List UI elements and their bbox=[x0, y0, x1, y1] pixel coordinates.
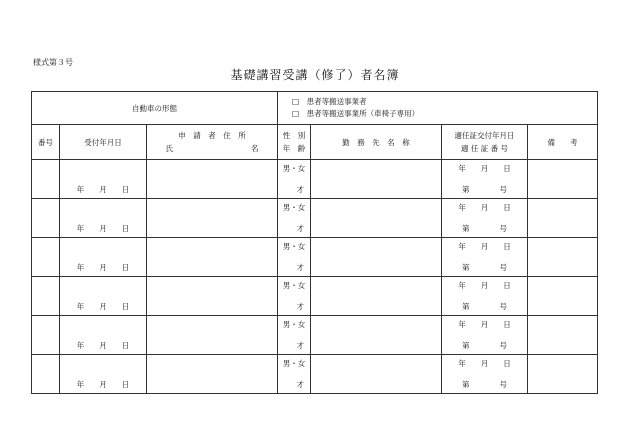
table-row bbox=[32, 160, 598, 199]
age-label: 才 bbox=[296, 380, 305, 389]
roster-table bbox=[31, 91, 598, 394]
cell-applicant[interactable] bbox=[147, 160, 278, 199]
option-transport-business: □ 患者等搬送事業者 bbox=[292, 97, 367, 106]
cell-certificate[interactable] bbox=[442, 238, 528, 277]
cell-received-date[interactable] bbox=[60, 199, 147, 238]
cell-number[interactable] bbox=[32, 199, 60, 238]
cell-sex-age[interactable] bbox=[278, 355, 311, 394]
age-label: 才 bbox=[296, 224, 305, 233]
cell-number[interactable] bbox=[32, 277, 60, 316]
date-label: 年 月 日 bbox=[76, 341, 130, 350]
cell-applicant[interactable] bbox=[147, 316, 278, 355]
date-label: 年 月 日 bbox=[76, 263, 130, 272]
cell-sex-age[interactable] bbox=[278, 316, 311, 355]
cell-certificate[interactable] bbox=[442, 160, 528, 199]
cert-date-label: 年 月 日 bbox=[458, 359, 511, 368]
cert-date-label: 年 月 日 bbox=[458, 320, 511, 329]
cell-received-date[interactable] bbox=[60, 238, 147, 277]
cell-sex-age[interactable] bbox=[278, 160, 311, 199]
cert-no-label: 第 号 bbox=[462, 302, 508, 311]
cell-received-date[interactable] bbox=[60, 277, 147, 316]
cell-received-date[interactable] bbox=[60, 355, 147, 394]
cert-date-label: 年 月 日 bbox=[458, 164, 511, 173]
date-label: 年 月 日 bbox=[76, 302, 130, 311]
option-transport-office-wheelchair: □ 患者等搬送事業所（車椅子専用） bbox=[292, 109, 420, 118]
header-applicant-address: 申 請 者 住 所 bbox=[178, 131, 246, 140]
age-label: 才 bbox=[296, 263, 305, 272]
cell-certificate[interactable] bbox=[442, 277, 528, 316]
form-number: 様式第３号 bbox=[33, 58, 73, 67]
cert-date-label: 年 月 日 bbox=[458, 281, 511, 290]
header-sex: 性 別 bbox=[282, 131, 306, 140]
cell-applicant[interactable] bbox=[147, 199, 278, 238]
header-received-date: 受付年月日 bbox=[60, 125, 147, 160]
header-applicant bbox=[147, 125, 278, 160]
cell-certificate[interactable] bbox=[442, 199, 528, 238]
cert-no-label: 第 号 bbox=[462, 224, 508, 233]
age-label: 才 bbox=[296, 185, 305, 194]
header-name-right: 名 bbox=[251, 144, 259, 153]
cert-no-label: 第 号 bbox=[462, 380, 508, 389]
cell-certificate[interactable] bbox=[442, 355, 528, 394]
cell-workplace[interactable] bbox=[311, 355, 442, 394]
vehicle-type-row bbox=[32, 92, 598, 125]
cert-no-label: 第 号 bbox=[462, 341, 508, 350]
cell-received-date[interactable] bbox=[60, 316, 147, 355]
sex-label: 男・女 bbox=[282, 281, 306, 290]
cell-workplace[interactable] bbox=[311, 199, 442, 238]
table-row bbox=[32, 316, 598, 355]
header-remarks: 備 考 bbox=[528, 125, 598, 160]
cert-no-label: 第 号 bbox=[462, 263, 508, 272]
sex-label: 男・女 bbox=[282, 203, 306, 212]
header-age: 年 齢 bbox=[282, 144, 306, 153]
cell-sex-age[interactable] bbox=[278, 238, 311, 277]
sex-label: 男・女 bbox=[282, 359, 306, 368]
cell-sex-age[interactable] bbox=[278, 199, 311, 238]
table-row bbox=[32, 238, 598, 277]
cell-workplace[interactable] bbox=[311, 316, 442, 355]
table-row bbox=[32, 355, 598, 394]
age-label: 才 bbox=[296, 302, 305, 311]
cell-remarks[interactable] bbox=[528, 160, 598, 199]
header-cert-number: 適 任 証 番 号 bbox=[460, 144, 509, 153]
date-label: 年 月 日 bbox=[76, 224, 130, 233]
cell-remarks[interactable] bbox=[528, 316, 598, 355]
cell-remarks[interactable] bbox=[528, 199, 598, 238]
header-workplace: 勤 務 先 名 称 bbox=[311, 125, 442, 160]
sex-label: 男・女 bbox=[282, 164, 306, 173]
age-label: 才 bbox=[296, 341, 305, 350]
header-cert-date: 適任証交付年月日 bbox=[454, 131, 515, 140]
cell-certificate[interactable] bbox=[442, 316, 528, 355]
cell-applicant[interactable] bbox=[147, 277, 278, 316]
cell-remarks[interactable] bbox=[528, 238, 598, 277]
cell-workplace[interactable] bbox=[311, 277, 442, 316]
cell-remarks[interactable] bbox=[528, 355, 598, 394]
page-title: 基礎講習受講（修了）者名簿 bbox=[230, 68, 400, 82]
table-row bbox=[32, 199, 598, 238]
date-label: 年 月 日 bbox=[76, 185, 130, 194]
cell-sex-age[interactable] bbox=[278, 277, 311, 316]
header-number: 番号 bbox=[32, 125, 60, 160]
sex-label: 男・女 bbox=[282, 242, 306, 251]
cell-applicant[interactable] bbox=[147, 238, 278, 277]
vehicle-type-options bbox=[278, 92, 598, 125]
header-name-left: 氏 bbox=[165, 144, 173, 153]
cert-no-label: 第 号 bbox=[462, 185, 508, 194]
cell-number[interactable] bbox=[32, 238, 60, 277]
header-sex-age bbox=[278, 125, 311, 160]
cell-remarks[interactable] bbox=[528, 277, 598, 316]
sex-label: 男・女 bbox=[282, 320, 306, 329]
cell-workplace[interactable] bbox=[311, 160, 442, 199]
cert-date-label: 年 月 日 bbox=[458, 203, 511, 212]
header-row bbox=[32, 125, 598, 160]
cell-number[interactable] bbox=[32, 355, 60, 394]
header-applicant-name bbox=[147, 142, 277, 155]
table-row bbox=[32, 277, 598, 316]
date-label: 年 月 日 bbox=[76, 380, 130, 389]
vehicle-type-label: 自動車の形態 bbox=[32, 92, 278, 125]
cert-date-label: 年 月 日 bbox=[458, 242, 511, 251]
cell-number[interactable] bbox=[32, 316, 60, 355]
header-certificate bbox=[442, 125, 528, 160]
cell-applicant[interactable] bbox=[147, 355, 278, 394]
cell-number[interactable] bbox=[32, 160, 60, 199]
cell-received-date[interactable] bbox=[60, 160, 147, 199]
cell-workplace[interactable] bbox=[311, 238, 442, 277]
